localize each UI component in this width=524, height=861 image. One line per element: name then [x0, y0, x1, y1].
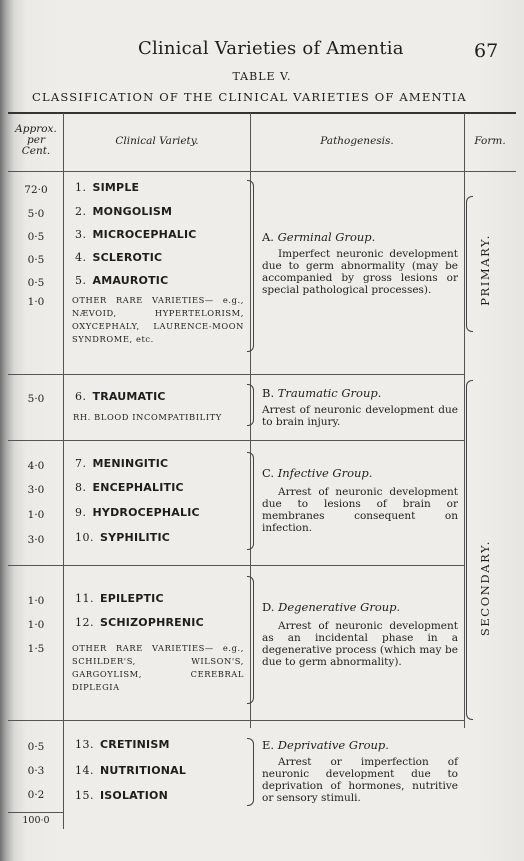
group-brace	[247, 384, 254, 426]
form-brace-primary	[466, 196, 473, 332]
variety-name: SIMPLE	[92, 181, 140, 194]
variety-name: TRAUMATIC	[92, 390, 166, 403]
pathogenesis-description: Arrest or imperfection of neuronic development due to deprivation of hormones, nutritive or sensory stimuli.	[262, 756, 458, 804]
variety-row: 13. CRETINISM	[75, 738, 170, 751]
variety-note: OTHER RARE VARIETIES— e.g., SCHILDER'S, WILSON'S, GARGOYLISM, CEREBRAL DIPLEGIA	[72, 643, 244, 692]
variety-row: 10. SYPHILITIC	[75, 531, 171, 544]
variety-name: MONGOLISM	[92, 205, 173, 218]
variety-name: SCHIZOPHRENIC	[100, 616, 204, 629]
pct-cell: 5·0	[27, 393, 45, 405]
form-secondary: SECONDARY.	[478, 540, 492, 637]
pathogenesis-description: Arrest of neuronic development due to brain injury.	[262, 404, 458, 428]
pct-cell: 0·5	[27, 741, 45, 753]
variety-row: 7. MENINGITIC	[75, 457, 169, 470]
pathogenesis-description: Arrest of neuronic development due to lesions of brain or membranes consequent on infection.	[262, 486, 458, 534]
variety-row: 15. ISOLATION	[75, 789, 168, 802]
variety-name: HYDROCEPHALIC	[92, 506, 200, 519]
variety-row: 8. ENCEPHALITIC	[75, 481, 184, 494]
pct-cell: 0·2	[27, 789, 45, 801]
group-brace	[247, 180, 254, 352]
header-form: Form.	[474, 135, 506, 147]
group-brace	[247, 576, 254, 704]
pct-cell: 0·5	[27, 254, 45, 266]
header-variety: Clinical Variety.	[115, 135, 199, 147]
pathogenesis-title: E. Deprivative Group.	[262, 738, 389, 752]
variety-note: OTHER RARE VARIETIES— e.g., NÆVOID, HYPERTELORISM, OXYCEPHALY, LAURENCE-MOON SYNDROME, etc.	[72, 295, 244, 344]
variety-row: 4. SCLEROTIC	[75, 251, 163, 264]
pct-cell: 1·5	[27, 643, 45, 655]
pathogenesis-title: B. Traumatic Group.	[262, 386, 382, 400]
column-divider	[63, 113, 64, 829]
total-pct: 100·0	[22, 815, 50, 826]
pct-cell: 4·0	[27, 460, 45, 472]
variety-note: RH. BLOOD INCOMPATIBILITY	[73, 412, 222, 422]
variety-name: CRETINISM	[100, 738, 170, 751]
running-head: Clinical Varieties of Amentia	[138, 38, 404, 59]
variety-row: 6. TRAUMATIC	[75, 390, 166, 403]
pathogenesis-title: C. Infective Group.	[262, 466, 373, 480]
table-top-rule	[8, 112, 516, 114]
variety-name: EPILEPTIC	[100, 592, 164, 605]
pct-cell: 1·0	[27, 509, 45, 521]
group-rule	[8, 565, 464, 566]
page-number: 67	[474, 40, 499, 62]
pathogenesis-title: A. Germinal Group.	[262, 230, 376, 244]
pathogenesis-description: Arrest of neuronic development as an incidental phase in a degenerative process (which may be due to germ abnormality).	[262, 620, 458, 668]
variety-name: SYPHILITIC	[100, 531, 171, 544]
pct-cell: 0·5	[27, 277, 45, 289]
pathogenesis-description: Imperfect neuronic development due to germ abnormality (may be accompanied by gross lesions or special pathological processes).	[262, 248, 458, 296]
variety-name: AMAUROTIC	[92, 274, 169, 287]
pct-cell: 1·0	[27, 619, 45, 631]
header-bottom-rule	[8, 171, 516, 172]
variety-row: 9. HYDROCEPHALIC	[75, 506, 200, 519]
column-divider	[464, 113, 465, 728]
variety-name: MENINGITIC	[92, 457, 169, 470]
table-title: CLASSIFICATION OF THE CLINICAL VARIETIES OF AMENTIA	[32, 90, 467, 104]
header-pct: Approx. per Cent.	[15, 123, 57, 157]
variety-row: 14. NUTRITIONAL	[75, 764, 187, 777]
pct-cell: 0·3	[27, 765, 45, 777]
variety-row: 11. EPILEPTIC	[75, 592, 164, 605]
variety-row: 1. SIMPLE	[75, 181, 140, 194]
table-label: TABLE V.	[232, 70, 292, 83]
total-rule	[8, 812, 64, 813]
group-rule	[8, 440, 464, 441]
variety-name: MICROCEPHALIC	[92, 228, 197, 241]
group-brace	[247, 738, 254, 806]
pct-cell: 1·0	[27, 595, 45, 607]
pct-cell: 1·0	[27, 296, 45, 308]
group-rule	[8, 720, 464, 721]
variety-row: 5. AMAUROTIC	[75, 274, 169, 287]
form-brace-secondary	[466, 380, 473, 720]
pathogenesis-title: D. Degenerative Group.	[262, 600, 401, 614]
group-rule	[8, 374, 464, 375]
header-pathogenesis: Pathogenesis.	[320, 135, 394, 147]
variety-row: 3. MICROCEPHALIC	[75, 228, 197, 241]
pct-cell: 0·5	[27, 231, 45, 243]
variety-row: 2. MONGOLISM	[75, 205, 173, 218]
variety-name: SCLEROTIC	[92, 251, 163, 264]
pct-cell: 72·0	[24, 184, 48, 196]
variety-name: NUTRITIONAL	[100, 764, 187, 777]
pct-cell: 3·0	[27, 534, 45, 546]
form-primary: PRIMARY.	[478, 234, 492, 306]
variety-row: 12. SCHIZOPHRENIC	[75, 616, 204, 629]
pct-cell: 5·0	[27, 208, 45, 220]
variety-name: ISOLATION	[100, 789, 168, 802]
group-brace	[247, 452, 254, 550]
pct-cell: 3·0	[27, 484, 45, 496]
variety-name: ENCEPHALITIC	[92, 481, 184, 494]
